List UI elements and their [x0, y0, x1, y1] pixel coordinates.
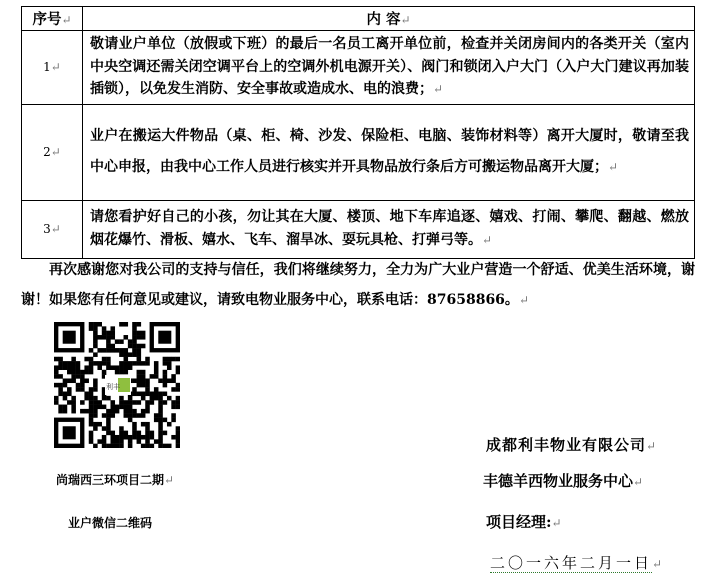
- qr-caption-project: 尚瑞西三环项目二期↵: [56, 473, 175, 487]
- closing-paragraph: 再次感谢您对我公司的支持与信任，我们将继续努力，全力为广大业户营造一个舒适、优美生活环境，谢谢！如果您有任何意见或建议，请致电物业服务中心，联系电话：87658866。↵: [21, 262, 695, 308]
- signature-date: 二〇一六年二月一日↵: [490, 554, 666, 572]
- row-number: 3↵: [22, 200, 83, 258]
- row-number: 1↵: [22, 31, 83, 105]
- service-center-name: 丰德羊西物业服务中心↵: [483, 472, 644, 490]
- row-content: 敬请业户单位（放假或下班）的最后一名员工离开单位前，检查并关闭房间内的各类开关（室内中央空调还需关闭空调平台上的空调外机电源开关）、阀门和锁闭入户大门（入户大门建议再加装插锁），以免发生消防、安全事故或造成水、电的浪费；↵: [83, 31, 695, 105]
- row-content: 请您看护好自己的小孩，勿让其在大厦、楼顶、地下车库追逐、嬉戏、打闹、攀爬、翻越、燃放烟花爆竹、滑板、嬉水、飞车、溜旱冰、耍玩具枪、打弹弓等。↵: [83, 200, 695, 258]
- company-name: 成都利丰物业有限公司↵: [486, 436, 658, 454]
- table-row: [22, 104, 695, 200]
- qr-finder-top-right: [150, 322, 180, 352]
- row-number: 2↵: [22, 104, 83, 200]
- header-no: 序号↵: [22, 7, 83, 31]
- qr-finder-top-left: [54, 322, 84, 352]
- manager-label: 项目经理:↵: [486, 513, 562, 531]
- qr-code-graphic: [54, 322, 180, 448]
- wechat-qr-code: [54, 322, 180, 448]
- header-content: 内 容↵: [83, 7, 695, 31]
- notice-table: [21, 6, 695, 259]
- table-row: [22, 31, 695, 105]
- qr-caption-label: 业户微信二维码: [68, 516, 153, 530]
- row-content: 业户在搬运大件物品（桌、柜、椅、沙发、保险柜、电脑、装饰材料等）离开大厦时，敬请至我中心申报，由我中心工作人员进行核实并开具物品放行条后方可搬运物品离开大厦；↵: [83, 104, 695, 200]
- qr-finder-bottom-left: [54, 418, 84, 448]
- table-row: [22, 200, 695, 258]
- qr-logo-badge: [105, 375, 131, 395]
- qr-logo-text: 利丰: [106, 383, 120, 391]
- table-header-row: [22, 7, 695, 31]
